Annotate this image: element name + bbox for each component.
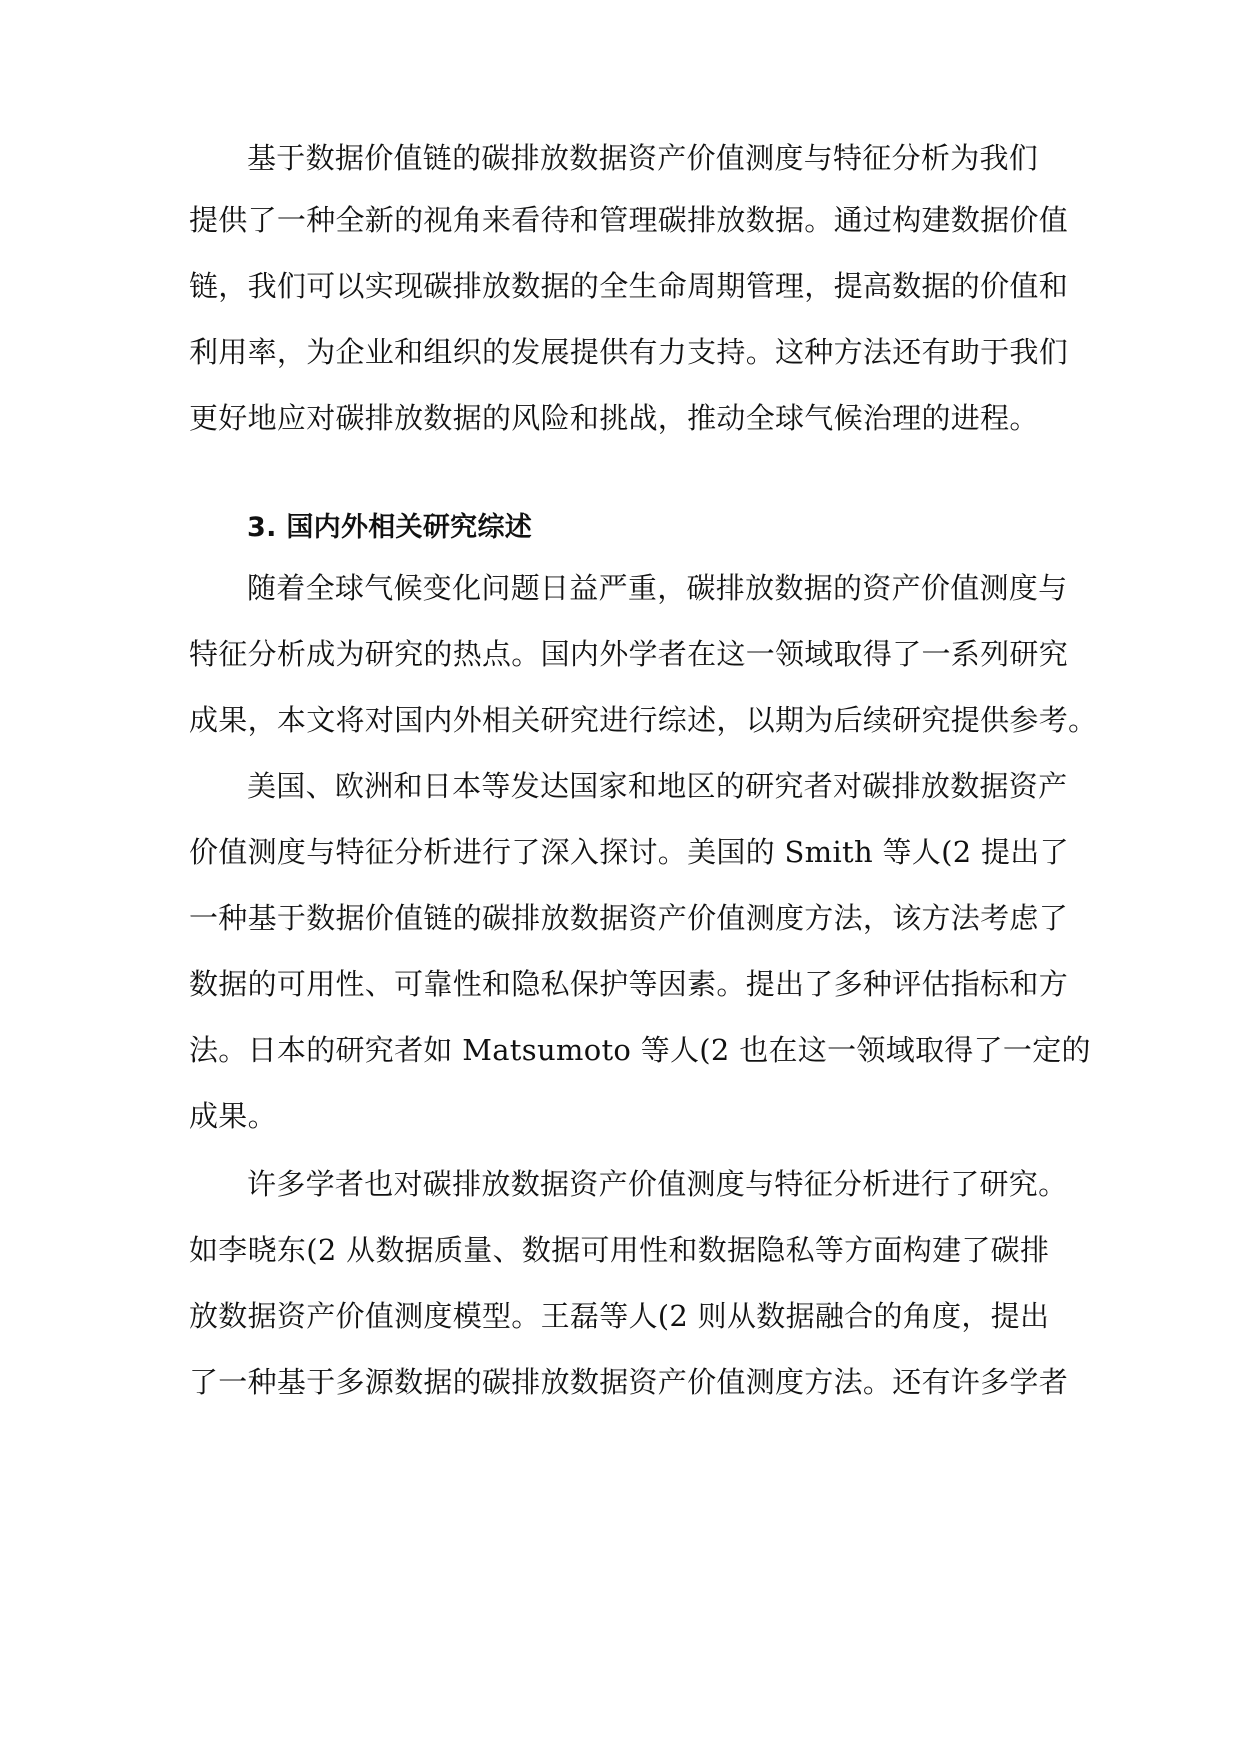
paragraph-1-line-2: 提供了一种全新的视角来看待和管理碳排放数据。通过构建数据价值 [189, 203, 1069, 237]
paragraph-1-line-5: 更好地应对碳排放数据的风险和挑战，推动全球气候治理的进程。 [189, 401, 1039, 435]
section-paragraph-3-line-1: 许多学者也对碳排放数据资产价值测度与特征分析进行了研究。 [247, 1167, 1068, 1201]
section-paragraph-2-line-1: 美国、欧洲和日本等发达国家和地区的研究者对碳排放数据资产 [247, 769, 1068, 803]
section-heading: 3. 国内外相关研究综述 [247, 512, 533, 543]
section-paragraph-2-line-2: 价值测度与特征分析进行了深入探讨。美国的 Smith 等人(2 提出了 [189, 835, 1069, 869]
paragraph-1-line-4: 利用率，为企业和组织的发展提供有力支持。这种方法还有助于我们 [189, 335, 1069, 369]
section-paragraph-2-line-5: 法。日本的研究者如 Matsumoto 等人(2 也在这一领域取得了一定的 [189, 1033, 1091, 1067]
paragraph-1-line-1: 基于数据价值链的碳排放数据资产价值测度与特征分析为我们 [247, 141, 1039, 175]
section-paragraph-1-line-3: 成果，本文将对国内外相关研究进行综述，以期为后续研究提供参考。 [189, 703, 1098, 737]
section-paragraph-2-line-3: 一种基于数据价值链的碳排放数据资产价值测度方法，该方法考虑了 [189, 901, 1069, 935]
section-paragraph-3-line-4: 了一种基于多源数据的碳排放数据资产价值测度方法。还有许多学者 [189, 1365, 1069, 1399]
section-paragraph-3-line-2: 如李晓东(2 从数据质量、数据可用性和数据隐私等方面构建了碳排 [189, 1233, 1050, 1267]
section-paragraph-3-line-3: 放数据资产价值测度模型。王磊等人(2 则从数据融合的角度，提出 [189, 1299, 1050, 1333]
section-paragraph-1-line-2: 特征分析成为研究的热点。国内外学者在这一领域取得了一系列研究 [189, 637, 1069, 671]
section-paragraph-2-line-4: 数据的可用性、可靠性和隐私保护等因素。提出了多种评估指标和方 [189, 967, 1069, 1001]
section-paragraph-2-line-6: 成果。 [189, 1099, 277, 1133]
paragraph-1-line-3: 链，我们可以实现碳排放数据的全生命周期管理，提高数据的价值和 [189, 269, 1069, 303]
section-paragraph-1-line-1: 随着全球气候变化问题日益严重，碳排放数据的资产价值测度与 [247, 571, 1068, 605]
